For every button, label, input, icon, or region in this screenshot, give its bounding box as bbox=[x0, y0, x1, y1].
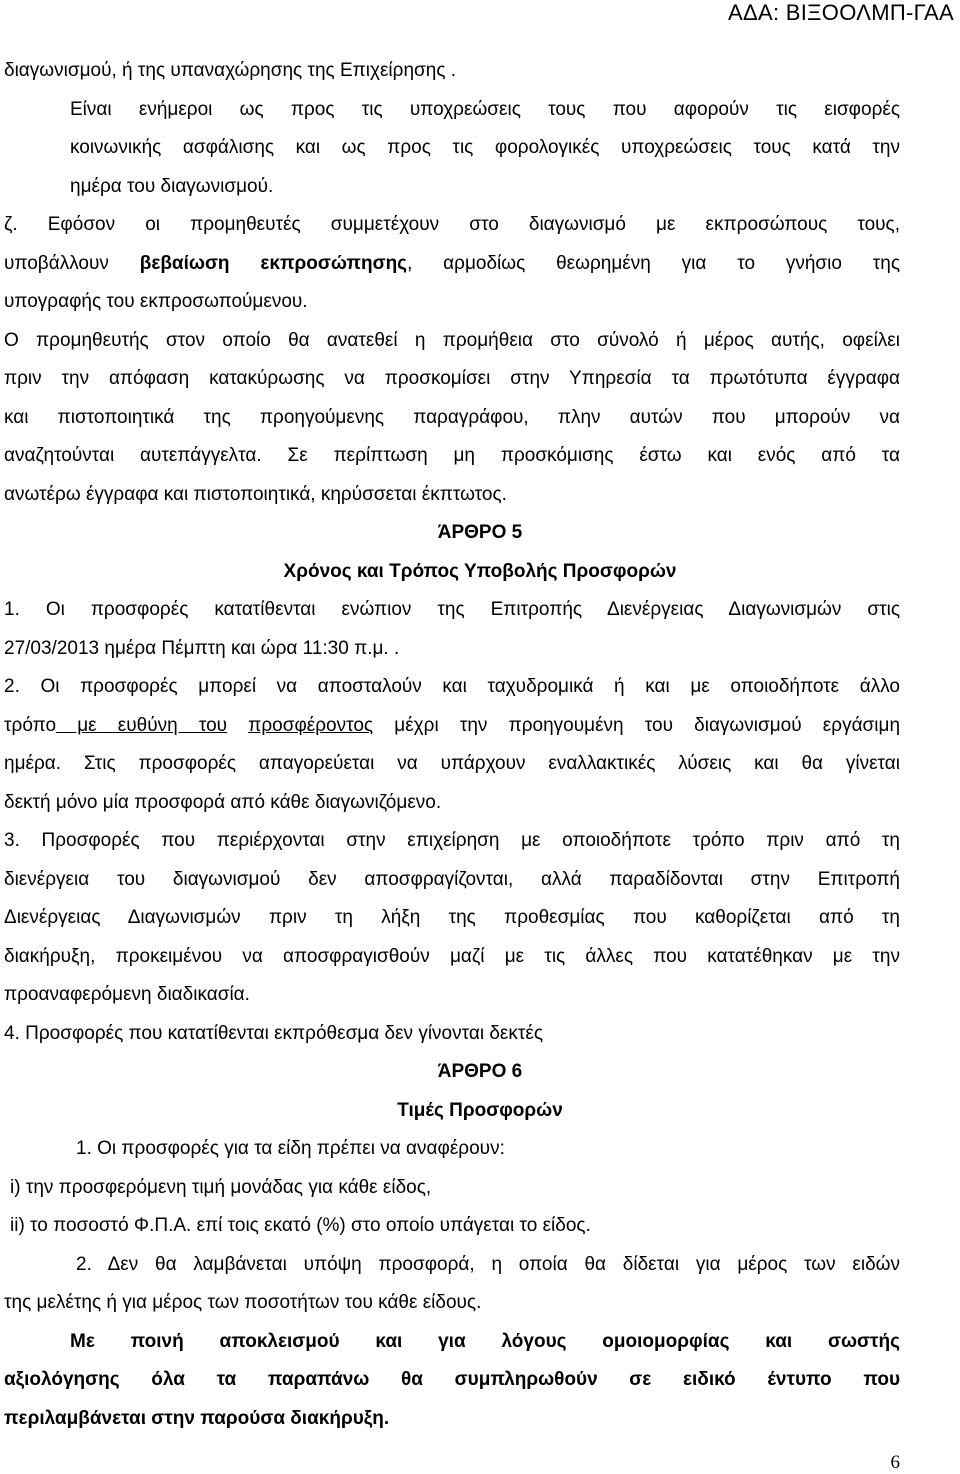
text-span: , αρμοδίως θεωρημένη για το γνήσιο της bbox=[407, 252, 900, 274]
paragraph-line: διενέργεια του διαγωνισμού δεν αποσφραγίζονται, αλλά παραδίδονται στην Επιτροπή bbox=[4, 868, 900, 890]
document-body bbox=[0, 52, 960, 1438]
paragraph-line bbox=[0, 707, 960, 746]
paragraph-line: δεκτή μόνο μία προσφορά από κάθε διαγωνιζόμενο. bbox=[4, 791, 442, 813]
paragraph-line: διακήρυξη, προκειμένου να αποσφραγισθούν μαζί με τις άλλες που κατατέθηκαν με την bbox=[4, 945, 900, 967]
paragraph-line: 2. Οι προσφορές μπορεί να αποσταλούν και ταχυδρομικά ή και με οποιοδήποτε άλλο bbox=[4, 676, 900, 697]
paragraph-line: αναζητούνται αυτεπάγγελτα. Σε περίπτωση μη προσκόμισης έστω και ενός από τα bbox=[4, 445, 900, 466]
paragraph-line: 1. Οι προσφορές για τα είδη πρέπει να αναφέρουν: bbox=[76, 1138, 505, 1159]
text-span: μέχρι την προηγουμένη του διαγωνισμού εργάσιμη bbox=[373, 714, 901, 736]
paragraph-line: διαγωνισμού, ή της υπαναχώρησης της Επιχείρησης . bbox=[4, 60, 457, 81]
paragraph-line bbox=[0, 245, 960, 284]
underlined-text: προσφέροντος bbox=[248, 714, 374, 736]
article-5-title: ΆΡΘΡΟ 5 bbox=[437, 522, 523, 543]
text-span: τρόπο bbox=[4, 714, 57, 736]
page-number: 6 bbox=[890, 1452, 900, 1473]
paragraph-line: κοινωνικής ασφάλισης και ως προς τις φορολογικές υποχρεώσεις τους κατά την bbox=[70, 137, 900, 158]
paragraph-line: Διενέργειας Διαγωνισμών πριν τη λήξη της προθεσμίας που καθορίζεται από τη bbox=[4, 907, 900, 928]
paragraph-line: 27/03/2013 ημέρα Πέμπτη και ώρα 11:30 π.μ. . bbox=[4, 637, 400, 659]
article-5-subtitle: Χρόνος και Τρόπος Υποβολής Προσφορών bbox=[283, 560, 677, 582]
paragraph-line: υπογραφής του εκπροσωπούμενου. bbox=[4, 291, 308, 312]
underlined-text: με ευθύνη του bbox=[56, 714, 228, 736]
paragraph-line: 4. Προσφορές που κατατίθενται εκπρόθεσμα δεν γίνονται δεκτές bbox=[4, 1022, 544, 1044]
paragraph-line: πριν την απόφαση κατακύρωσης να προσκομίσει στην Υπηρεσία τα πρωτότυπα έγγραφα bbox=[4, 368, 900, 389]
article-6-title: ΆΡΘΡΟ 6 bbox=[437, 1061, 523, 1082]
paragraph-line: 3. Προσφορές που περιέρχονται στην επιχείρηση με οποιοδήποτε τρόπο πριν από τη bbox=[4, 830, 900, 851]
paragraph-line: της μελέτης ή για μέρος των ποσοτήτων του κάθε είδους. bbox=[4, 1292, 482, 1313]
paragraph-line: i) την προσφερόμενη τιμή μονάδας για κάθε είδος, bbox=[10, 1176, 432, 1198]
paragraph-line: ζ. Εφόσον οι προμηθευτές συμμετέχουν στο διαγωνισμό με εκπροσώπους τους, bbox=[4, 214, 900, 235]
article-6-subtitle: Τιμές Προσφορών bbox=[397, 1099, 563, 1121]
paragraph-line: ημέρα. Στις προσφορές απαγορεύεται να υπάρχουν εναλλακτικές λύσεις και θα γίνεται bbox=[4, 753, 900, 774]
paragraph-line: ανωτέρω έγγραφα και πιστοποιητικά, κηρύσσεται έκπτωτος. bbox=[4, 483, 507, 505]
bold-paragraph-line: αξιολόγησης όλα τα παραπάνω θα συμπληρωθούν σε ειδικό έντυπο που bbox=[4, 1369, 900, 1390]
paragraph-line: Ο προμηθευτής στον οποίο θα ανατεθεί η προμήθεια στο σύνολό ή μέρος αυτής, οφείλει bbox=[4, 329, 900, 351]
text-span bbox=[227, 715, 248, 736]
bold-text: βεβαίωση εκπροσώπησης bbox=[139, 252, 408, 274]
ada-code: ΑΔΑ: ΒΙΞΟΟΛΜΠ-ΓΑΑ bbox=[728, 0, 954, 25]
paragraph-line: 2. Δεν θα λαμβάνεται υπόψη προσφορά, η οποία θα δίδεται για μέρος των ειδών bbox=[76, 1253, 900, 1275]
bold-paragraph-line: περιλαμβάνεται στην παρούσα διακήρυξη. bbox=[4, 1407, 390, 1429]
paragraph-line: ημέρα του διαγωνισμού. bbox=[70, 175, 274, 197]
paragraph-line: και πιστοποιητικά της προηγούμενης παραγράφου, πλην αυτών που μπορούν να bbox=[4, 406, 900, 428]
paragraph-line: 1. Οι προσφορές κατατίθενται ενώπιον της Επιτροπής Διενέργειας Διαγωνισμών στις bbox=[4, 599, 900, 620]
paragraph-line: προαναφερόμενη διαδικασία. bbox=[4, 984, 250, 1005]
bold-paragraph-line: Με ποινή αποκλεισμού και για λόγους ομοιομορφίας και σωστής bbox=[70, 1330, 900, 1352]
paragraph-line: Είναι ενήμεροι ως προς τις υποχρεώσεις τους που αφορούν τις εισφορές bbox=[70, 98, 900, 120]
text-span: υποβάλλουν bbox=[4, 252, 140, 274]
paragraph-line: ii) το ποσοστό Φ.Π.Α. επί τοις εκατό (%) στο οποίο υπάγεται το είδος. bbox=[10, 1215, 591, 1236]
